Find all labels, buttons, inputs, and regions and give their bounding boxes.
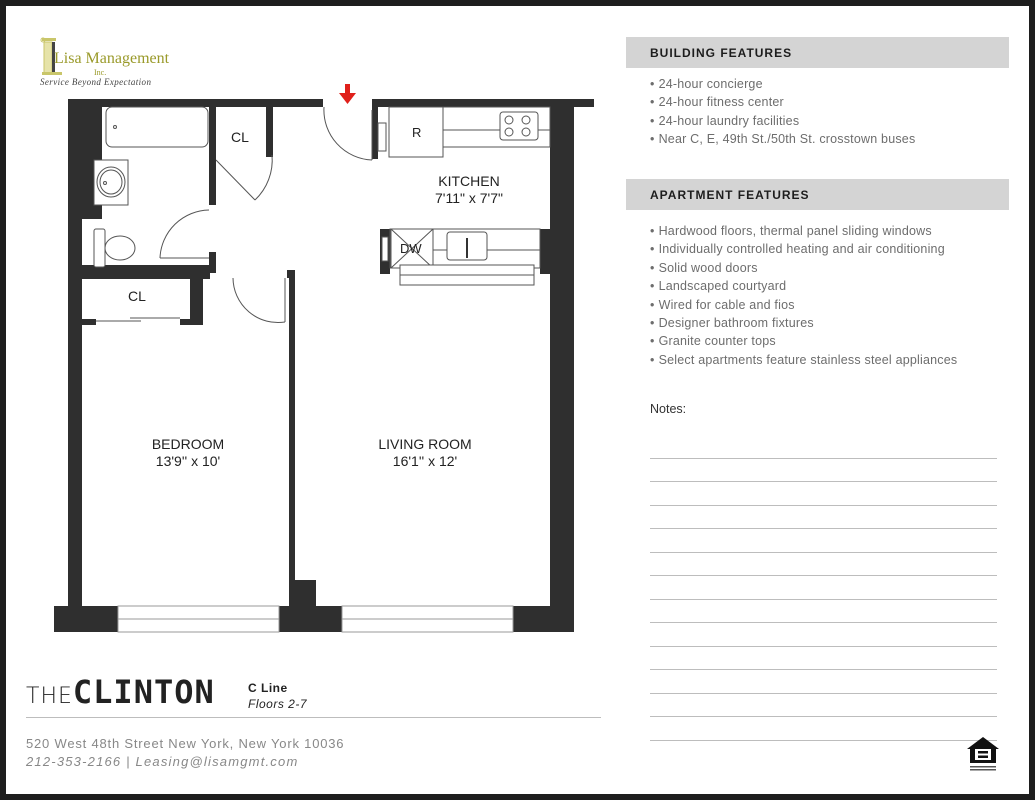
list-item: • 24-hour fitness center xyxy=(650,93,915,111)
living-room-size: 16'1'' x 12' xyxy=(392,453,458,469)
closet-label-top: CL xyxy=(231,129,249,145)
list-item: • 24-hour laundry facilities xyxy=(650,112,915,130)
unit-floors: Floors 2-7 xyxy=(248,697,308,711)
notes-line xyxy=(650,717,997,741)
title-main: CLINTON xyxy=(72,673,215,711)
notes-line xyxy=(650,647,997,671)
bedroom-name: BEDROOM xyxy=(151,436,225,452)
address: 520 West 48th Street New York, New York 10036 xyxy=(26,736,345,751)
list-item: • Near C, E, 49th St./50th St. crosstown buses xyxy=(650,130,915,148)
building-title xyxy=(26,673,215,711)
list-item: • Hardwood floors, thermal panel sliding windows xyxy=(650,222,957,240)
notes-line xyxy=(650,553,997,577)
building-features-heading: BUILDING FEATURES xyxy=(650,46,793,60)
list-item: • Granite counter tops xyxy=(650,332,957,350)
refrigerator-label: R xyxy=(412,125,422,140)
closet-label-bedroom: CL xyxy=(128,288,146,304)
list-item: • Individually controlled heating and air conditioning xyxy=(650,240,957,258)
list-item: • Solid wood doors xyxy=(650,259,957,277)
living-room-label xyxy=(360,436,490,470)
notes-line xyxy=(650,600,997,624)
unit-line: C Line xyxy=(248,681,288,695)
notes-line xyxy=(650,694,997,718)
notes-line xyxy=(650,506,997,530)
notes-line xyxy=(650,482,997,506)
notes-line xyxy=(650,529,997,553)
apartment-features-header xyxy=(626,179,1009,210)
notes-area[interactable] xyxy=(650,435,997,741)
building-features-list xyxy=(650,75,915,149)
notes-line xyxy=(650,623,997,647)
notes-line xyxy=(650,670,997,694)
list-item: • Select apartments feature stainless steel appliances xyxy=(650,351,957,369)
notes-label: Notes: xyxy=(650,402,687,416)
dishwasher-label: DW xyxy=(400,241,422,256)
kitchen-size: 7'11" x 7'7" xyxy=(435,190,503,206)
list-item: • 24-hour concierge xyxy=(650,75,915,93)
floorplan-sheet xyxy=(6,6,1029,794)
address-block xyxy=(26,735,344,771)
logo-tagline: Service Beyond Expectation xyxy=(40,77,152,87)
logo-name: Lisa Management xyxy=(54,50,170,67)
floor-plan xyxy=(6,6,626,656)
living-room-name: LIVING ROOM xyxy=(378,436,472,452)
notes-line xyxy=(650,435,997,459)
bedroom-label xyxy=(128,436,248,470)
apartment-features-list xyxy=(650,222,957,369)
kitchen-name: KITCHEN xyxy=(438,173,500,189)
unit-line-info xyxy=(248,680,307,712)
notes-line xyxy=(650,459,997,483)
contact-info[interactable]: 212-353-2166 | Leasing@lisamgmt.com xyxy=(26,754,299,769)
notes-line xyxy=(650,576,997,600)
list-item: • Wired for cable and fios xyxy=(650,296,957,314)
title-prefix: THE xyxy=(26,684,73,709)
entry-arrow-icon xyxy=(339,84,356,104)
list-item: • Designer bathroom fixtures xyxy=(650,314,957,332)
kitchen-label xyxy=(419,173,519,207)
bedroom-size: 13'9'' x 10' xyxy=(155,453,221,469)
logo-inc: Inc. xyxy=(94,68,107,77)
apartment-features-heading: APARTMENT FEATURES xyxy=(650,188,810,202)
building-features-header xyxy=(626,37,1009,68)
footer-divider xyxy=(26,717,601,718)
equal-housing-opportunity-icon xyxy=(966,736,1000,772)
list-item: • Landscaped courtyard xyxy=(650,277,957,295)
